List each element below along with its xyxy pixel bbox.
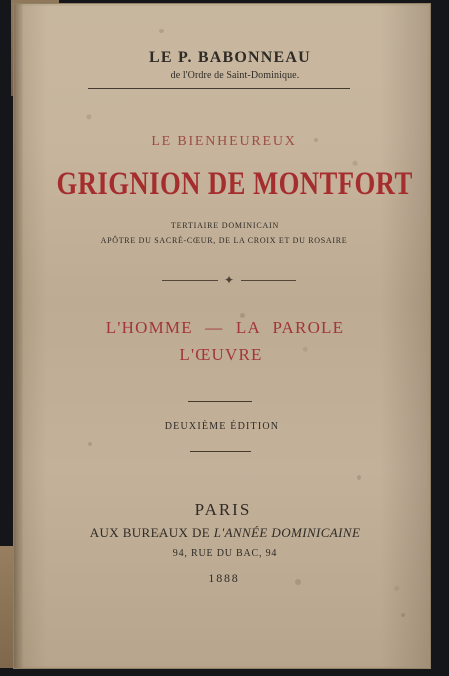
theme-line-1: L'HOMME — LA PAROLE — [105, 318, 345, 337]
publication-year: 1888 — [208, 571, 240, 585]
subtitle-line-1: TERTIAIRE DOMINICAIN — [170, 221, 280, 230]
paper-spot — [88, 442, 92, 446]
publisher-prefix: AUX BUREAUX DE — [89, 525, 214, 540]
author-name: LE P. BABONNEAU — [149, 49, 311, 66]
publication-city: PARIS — [194, 500, 252, 519]
top-rule — [88, 88, 350, 89]
book-title: GRIGNION DE MONTFORT — [56, 166, 413, 202]
ornament-icon: ✦ — [223, 273, 235, 287]
edition-rule-top — [188, 401, 252, 402]
edition-label: DEUXIÈME ÉDITION — [164, 421, 280, 432]
blessed-label: LE BIENHEUREUX — [151, 134, 297, 149]
author-order: de l'Ordre de Saint-Dominique. — [170, 70, 300, 81]
publisher-name: L'ANNÉE DOMINICAINE — [213, 525, 361, 540]
book-cover — [13, 3, 431, 669]
ornament-left-rule — [162, 280, 218, 281]
theme-line-2: L'ŒUVRE — [179, 345, 263, 364]
paper-spot — [401, 613, 405, 617]
publisher-line — [17, 525, 433, 541]
publisher-address: 94, RUE DU BAC, 94 — [172, 548, 278, 559]
paper-spot — [357, 475, 361, 480]
subtitle-line-2: APÔTRE DU SACRÉ-CŒUR, DE LA CROIX ET DU ROSAIRE — [100, 236, 348, 245]
edition-rule-bottom — [190, 451, 251, 452]
ornament-right-rule — [241, 280, 296, 281]
paper-spot — [159, 29, 164, 33]
